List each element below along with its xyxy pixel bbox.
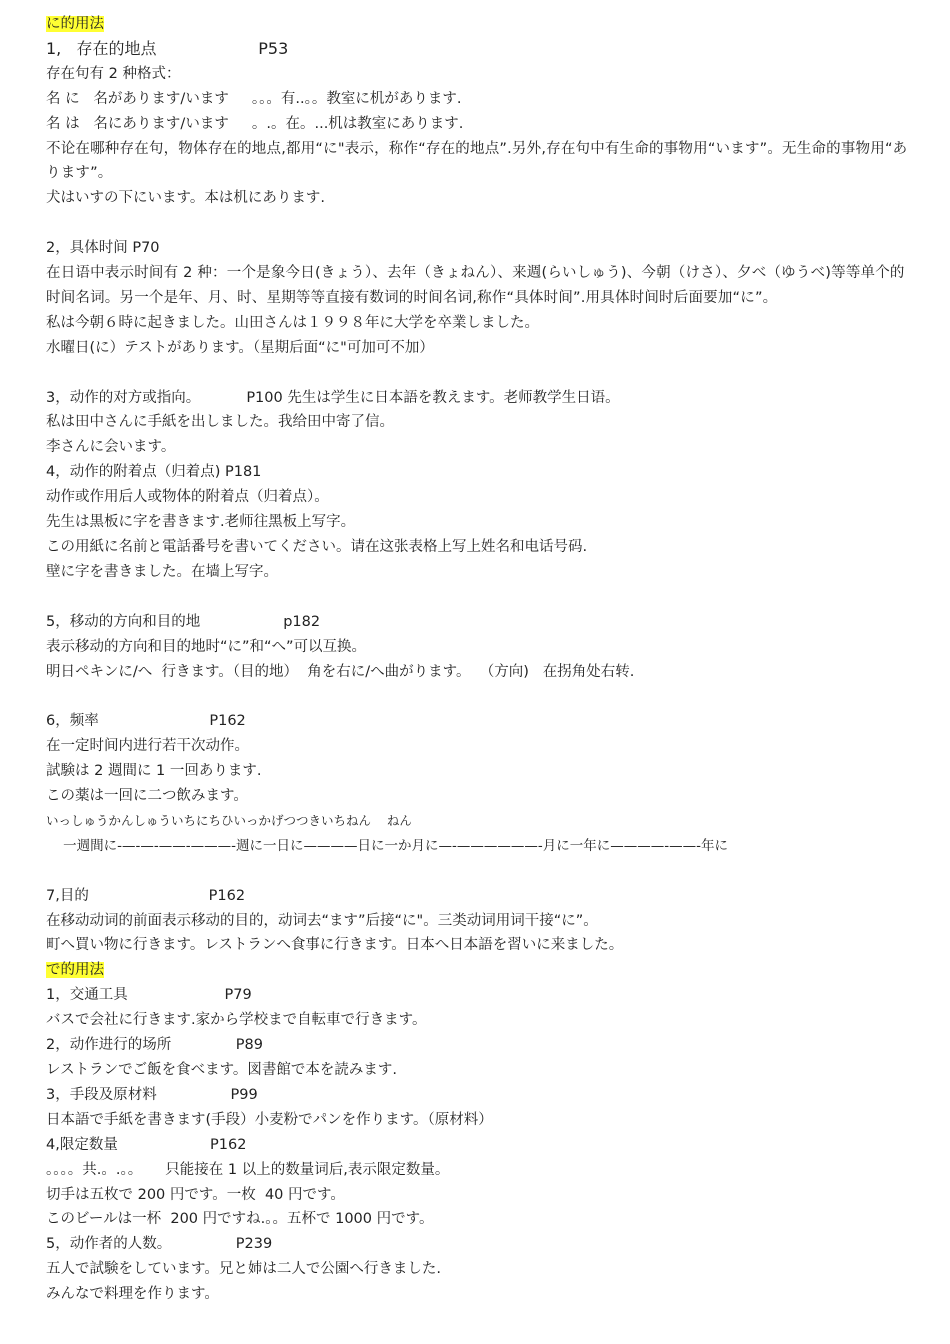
de-s5-line-1: 五人で試験をしています。兄と姉は二人で公園へ行きました. — [46, 1261, 441, 1278]
de-s1-title: 1，交通工具 P79 — [46, 987, 252, 1004]
document-page — [46, 12, 916, 1307]
ni-s5-line-1: 表示移动的方向和目的地时“に”和“へ”可以互换。 — [46, 638, 367, 655]
spacer — [46, 211, 916, 236]
ni-s5-line-2: 明日ペキンに/へ 行きます。（目的地） 角を右に/へ曲がります。 （方向) 在拐角处右转. — [46, 663, 635, 680]
ni-s6-line-2: 試験は 2 週間に 1 一回あります. — [46, 763, 262, 780]
de-s2-line-1: レストランでご飯を食べます。図書館で本を読みます. — [46, 1061, 398, 1078]
ni-s6-frequency-line: 一週間に-—-—-——-———-週に一日に————日に一か月に—-——————-月に一年に————-——-年に — [46, 837, 729, 854]
spacer — [46, 585, 916, 610]
ni-s4-line-3: この用紙に名前と電話番号を書いてください。请在这张表格上写上姓名和电话号码. — [46, 539, 588, 555]
spacer — [46, 361, 916, 386]
ni-s4-title: 4，动作的附着点（归着点) P181 — [46, 464, 262, 481]
de-s3-line-1: 日本語で手紙を書きます(手段）小麦粉でパンを作ります。（原材料） — [46, 1111, 493, 1128]
ni-s2-paragraph: 在日语中表示时间有 2 种：一个是象今日(きょう）、去年（きょねん）、来週(らいしゅう)、今朝（けさ）、夕べ（ゆうべ)等等单个的时间名词。另一个是年、月、时、星期等等直接有数词的时间名词,称作“具体时间”.用具体时间时后面要加“に”。 — [46, 265, 905, 306]
de-s4-line-2: 切手は五枚で 200 円です。一枚 40 円です。 — [46, 1186, 345, 1203]
ni-s4-line-2: 先生は黒板に字を書きます.老师往黑板上写字。 — [46, 514, 356, 531]
ni-s1-title: 1, 存在的地点 P53 — [46, 38, 289, 58]
ni-s7-line-2: 町へ買い物に行きます。レストランへ食事に行きます。日本へ日本語を習いに来ました。 — [46, 937, 624, 954]
de-s4-line-1: 。。。。共.。.。。 只能接在 1 以上的数量词后,表示限定数量。 — [46, 1161, 450, 1178]
ni-s1-example: 犬はいすの下にいます。本は机にあります. — [46, 190, 325, 207]
ni-s6-line-1: 在一定时间内进行若干次动作。 — [46, 738, 249, 755]
section-heading-de: で的用法 — [46, 962, 104, 979]
de-s5-title: 5，动作者的人数。 P239 — [46, 1236, 273, 1253]
ni-s1-line-1: 存在句有 2 种格式： — [46, 65, 181, 82]
ni-s1-line-3: 名 は 名にあります/います 。.。在。...机は教室にあります. — [46, 115, 464, 132]
ni-s2-line-2: 水曜日(に）テストがあります。（星期后面“に"可加可不加） — [46, 339, 434, 356]
spacer — [46, 859, 916, 884]
de-s1-line-1: バスで会社に行きます.家から学校まで自転車で行きます。 — [46, 1012, 427, 1029]
ni-s6-title: 6，频率 P162 — [46, 713, 246, 730]
ni-s6-reading-line: いっしゅうかんしゅういちにちひいっかげつつきいちねん ねん — [46, 812, 412, 828]
ni-s3-line-1: 私は田中さんに手紙を出しました。我给田中寄了信。 — [46, 414, 394, 431]
de-s2-title: 2，动作进行的场所 P89 — [46, 1037, 263, 1054]
ni-s4-line-4: 壁に字を書きました。在墙上写字。 — [46, 563, 278, 580]
de-s3-title: 3，手段及原材料 P99 — [46, 1086, 258, 1103]
de-s4-line-3: このビールは一杯 200 円ですね.。。五杯で 1000 円です。 — [46, 1211, 434, 1228]
ni-s1-paragraph: 不论在哪种存在句，物体存在的地点,都用“に"表示，称作“存在的地点”.另外,存在句中有生命的事物用“います”。无生命的事物用“あります”。 — [46, 140, 908, 182]
ni-s7-line-1: 在移动动词的前面表示移动的目的，动词去“ます”后接“に"。三类动词用词干接“に”。 — [46, 912, 598, 929]
ni-s5-title: 5，移动的方向和目的地 p182 — [46, 613, 321, 630]
ni-s3-line-2: 李さんに会います。 — [46, 439, 176, 456]
ni-s3-title: 3，动作的对方或指向。 P100 先生は学生に日本語を教えます。老师教学生日语。 — [46, 389, 620, 406]
ni-s2-title: 2，具体时间 P70 — [46, 240, 160, 257]
section-heading-ni: に的用法 — [46, 16, 104, 32]
de-s5-line-2: みんなで料理を作ります。 — [46, 1286, 219, 1303]
de-s4-title: 4,限定数量 P162 — [46, 1136, 247, 1153]
ni-s1-line-2: 名 に 名があります/います 。。。有..。。教室に机があります. — [46, 90, 462, 107]
ni-s4-line-1: 动作或作用后人或物体的附着点（归着点）。 — [46, 489, 329, 506]
ni-s7-title: 7,目的 P162 — [46, 887, 246, 904]
spacer — [46, 684, 916, 709]
ni-s2-line-1: 私は今朝６時に起きました。山田さんは１９９８年に大学を卒業しました。 — [46, 314, 539, 331]
ni-s6-line-3: この薬は一回に二つ飲みます。 — [46, 788, 248, 805]
